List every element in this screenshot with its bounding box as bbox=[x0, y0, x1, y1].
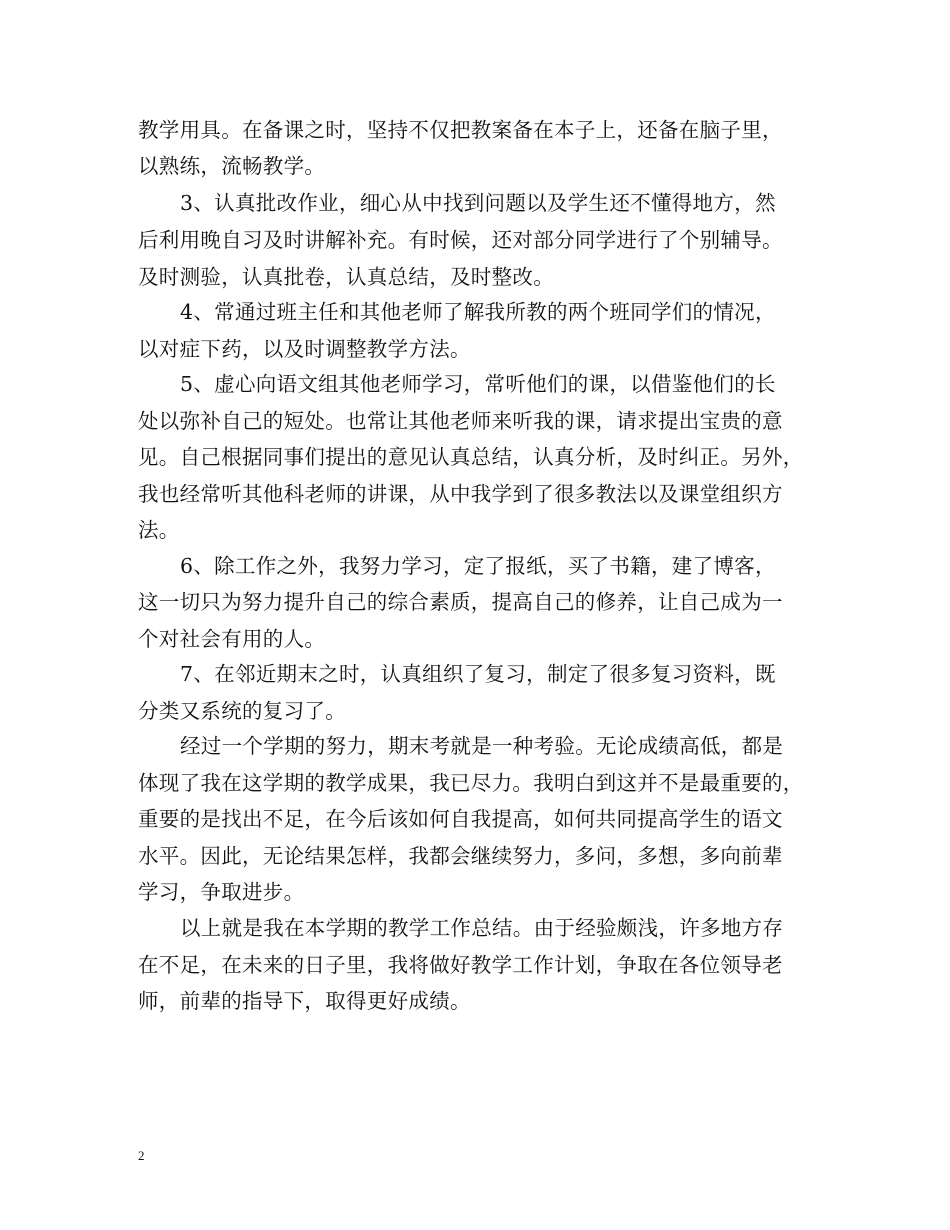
text-line: 6、除工作之外，我努力学习，定了报纸，买了书籍，建了博客， bbox=[180, 554, 776, 578]
text-line: 水平。因此，无论结果怎样，我都会继续努力，多问，多想，多向前辈 bbox=[138, 844, 783, 868]
text-line: 我也经常听其他科老师的讲课，从中我学到了很多教法以及课堂组织方 bbox=[138, 482, 783, 506]
text-line: 5、虚心向语文组其他老师学习，常听他们的课，以借鉴他们的长 bbox=[180, 372, 776, 396]
text-line: 3、认真批改作业，细心从中找到问题以及学生还不懂得地方，然 bbox=[180, 191, 776, 215]
text-line: 重要的是找出不足，在今后该如何自我提高，如何共同提高学生的语文 bbox=[138, 807, 783, 831]
text-line: 法。 bbox=[138, 518, 180, 542]
text-line: 见。自己根据同事们提出的意见认真总结，认真分析，及时纠正。另外， bbox=[138, 445, 804, 469]
text-line: 师，前辈的指导下，取得更好成绩。 bbox=[138, 989, 471, 1013]
text-line: 在不足，在未来的日子里，我将做好教学工作计划，争取在各位领导老 bbox=[138, 953, 783, 977]
text-line: 这一切只为努力提升自己的综合素质，提高自己的修养，让自己成为一 bbox=[138, 590, 783, 614]
text-line: 以上就是我在本学期的教学工作总结。由于经验颇浅，许多地方存 bbox=[180, 916, 784, 940]
text-line: 7、在邻近期末之时，认真组织了复习，制定了很多复习资料，既 bbox=[180, 662, 776, 686]
text-line: 经过一个学期的努力，期末考就是一种考验。无论成绩高低，都是 bbox=[180, 734, 784, 758]
text-line: 处以弥补自己的短处。也常让其他老师来听我的课，请求提出宝贵的意 bbox=[138, 409, 783, 433]
text-line: 体现了我在这学期的教学成果，我已尽力。我明白到这并不是最重要的， bbox=[138, 771, 804, 795]
text-line: 个对社会有用的人。 bbox=[138, 627, 326, 651]
page-number: 2 bbox=[138, 1148, 145, 1163]
text-line: 分类又系统的复习了。 bbox=[138, 699, 346, 723]
text-line: 以熟练，流畅教学。 bbox=[138, 154, 326, 178]
text-line: 教学用具。在备课之时，坚持不仅把教案备在本子上，还备在脑子里， bbox=[138, 118, 783, 142]
text-line: 以对症下药，以及时调整教学方法。 bbox=[138, 337, 471, 361]
text-line: 及时测验，认真批卷，认真总结，及时整改。 bbox=[138, 265, 554, 289]
text-line: 后利用晚自习及时讲解补充。有时候，还对部分同学进行了个别辅导。 bbox=[138, 228, 783, 252]
text-line: 4、常通过班主任和其他老师了解我所教的两个班同学们的情况， bbox=[180, 300, 776, 324]
text-line: 学习，争取进步。 bbox=[138, 880, 305, 904]
